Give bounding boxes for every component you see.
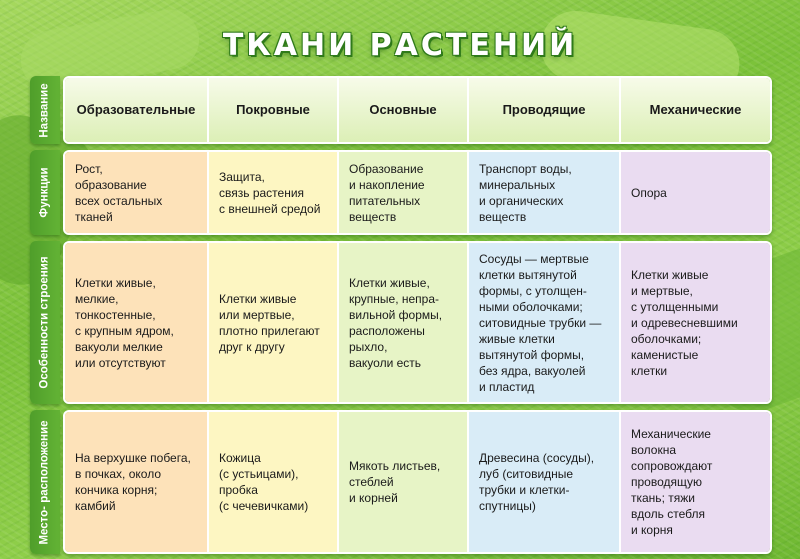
row-label-functions	[30, 150, 60, 235]
structure-row	[30, 241, 772, 404]
header-cells	[63, 76, 772, 144]
column-header-ground: Основные	[339, 78, 469, 142]
location-cell-ground: Мякоть листьев, стеблей и корней	[339, 412, 469, 552]
location-cells	[63, 410, 772, 554]
row-label-text: Функции	[38, 167, 51, 218]
functions-cell-conductive: Транспорт воды, минеральных и органических веществ	[469, 152, 621, 233]
row-label-location	[30, 410, 60, 554]
poster-title: ТКАНИ РАСТЕНИЙ	[222, 28, 578, 63]
structure-cell-educational: Клетки живые, мелкие, тонкостенные, с крупным ядром, вакуоли мелкие или отсутствуют	[65, 243, 209, 402]
functions-cell-ground: Образование и накопление питательных веществ	[339, 152, 469, 233]
column-header-integumentary: Покровные	[209, 78, 339, 142]
column-header-educational: Образовательные	[65, 78, 209, 142]
column-header-conductive: Проводящие	[469, 78, 621, 142]
functions-cell-educational: Рост, образование всех остальных тканей	[65, 152, 209, 233]
functions-cells	[63, 150, 772, 235]
structure-cell-integumentary: Клетки живые или мертвые, плотно прилегают друг к другу	[209, 243, 339, 402]
location-cell-integumentary: Кожица (с устьицами), пробка (с чечевичками)	[209, 412, 339, 552]
structure-cell-mechanical: Клетки живые и мертвые, с утолщенными и одревесневшими оболочками; каменистые клетки	[621, 243, 770, 402]
structure-cell-ground: Клетки живые, крупные, непра- вильной формы, расположены рыхло, вакуоли есть	[339, 243, 469, 402]
structure-cell-conductive: Сосуды — мертвые клетки вытянутой формы, с утолщен- ными оболочками; ситовидные трубки — живые клетки вытянутой формы, без ядра, вакуолей и пластид	[469, 243, 621, 402]
location-cell-conductive: Древесина (сосуды), луб (ситовидные трубки и клетки- спутницы)	[469, 412, 621, 552]
structure-cells	[63, 241, 772, 404]
header-row	[30, 76, 772, 144]
row-label-name	[30, 76, 60, 144]
functions-row	[30, 150, 772, 235]
row-label-text: Место- расположение	[38, 419, 51, 545]
location-cell-mechanical: Механические волокна сопровождают проводящую ткань; тяжи вдоль стебля и корня	[621, 412, 770, 552]
functions-cell-mechanical: Опора	[621, 152, 770, 233]
functions-cell-integumentary: Защита, связь растения с внешней средой	[209, 152, 339, 233]
location-row	[30, 410, 772, 554]
location-cell-educational: На верхушке побега, в почках, около кончика корня; камбий	[65, 412, 209, 552]
row-label-text: Название	[38, 82, 51, 138]
row-label-structure	[30, 241, 60, 404]
column-header-mechanical: Механические	[621, 78, 770, 142]
row-label-text: Особенности строения	[38, 256, 51, 389]
